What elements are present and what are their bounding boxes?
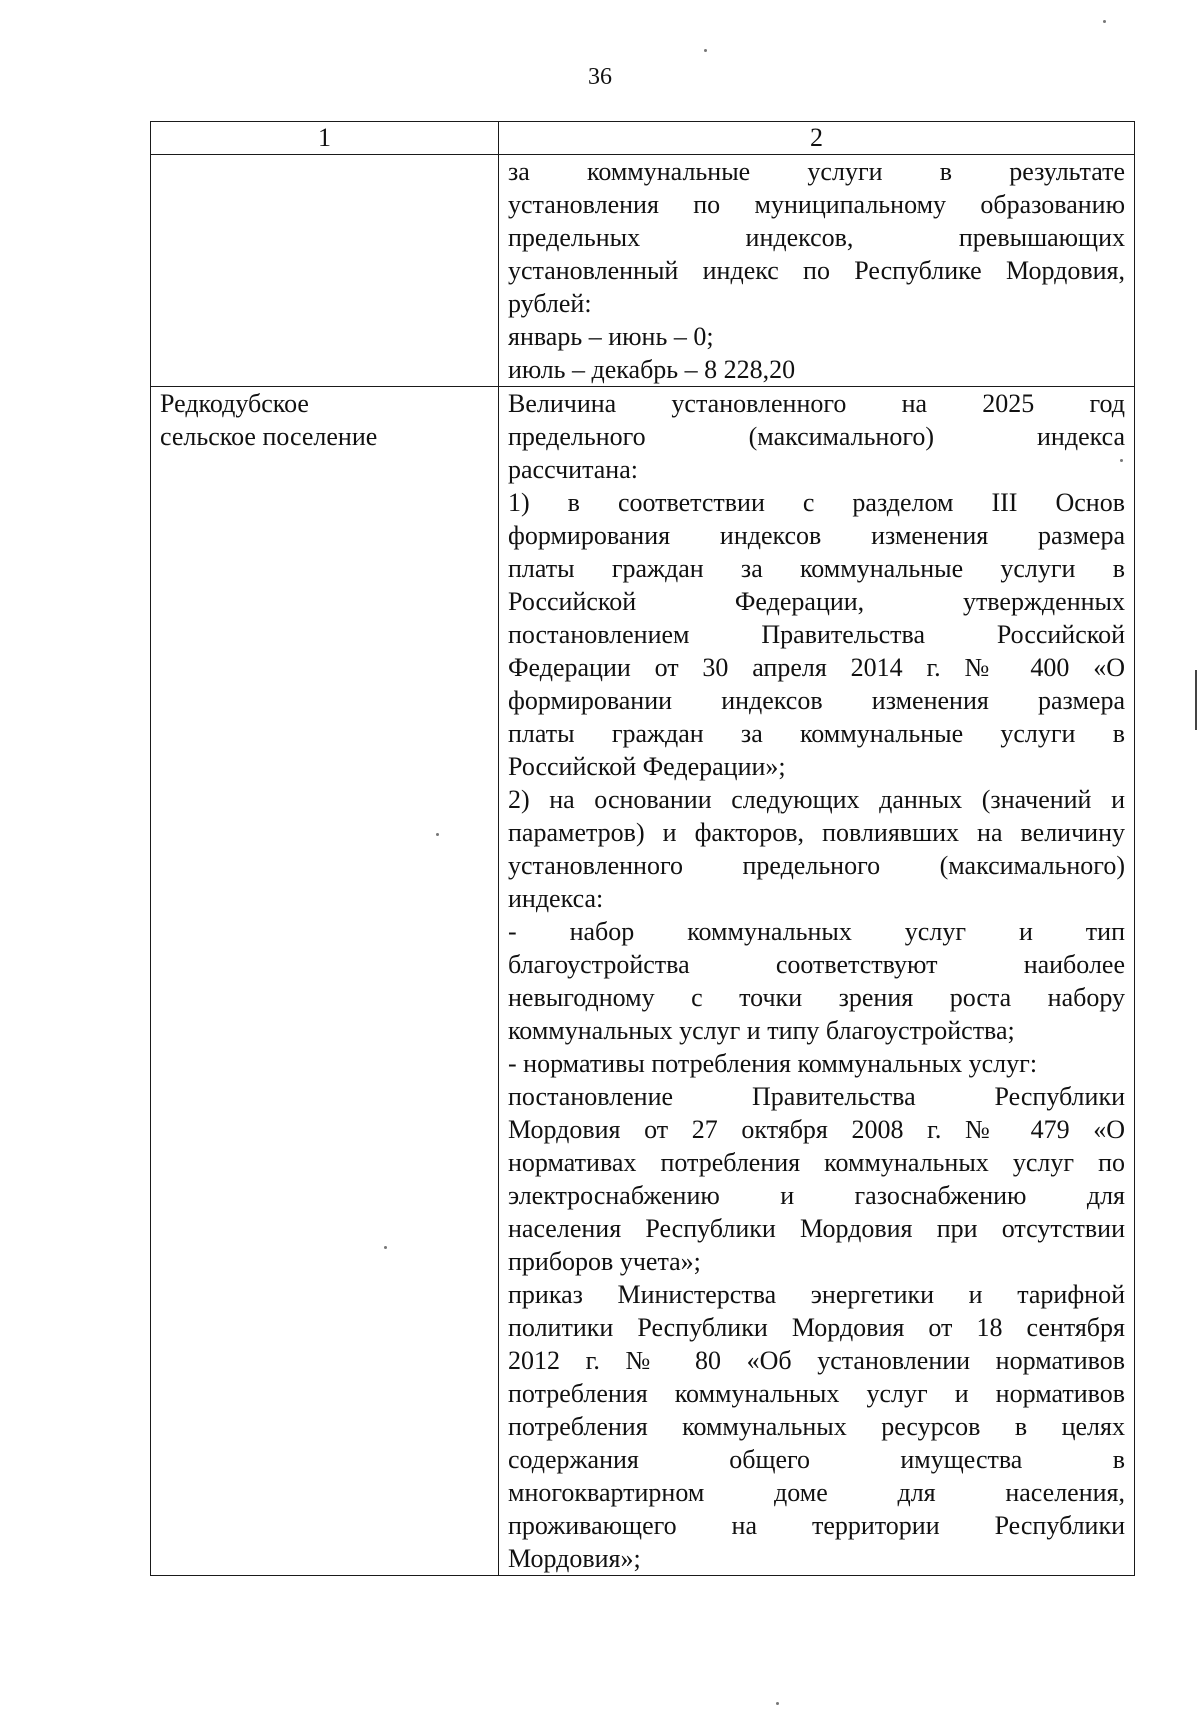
text-line: многоквартирном доме для населения,	[508, 1478, 1125, 1507]
text-line: потребления коммунальных услуг и нормативов	[508, 1379, 1125, 1408]
text-line: сельское поселение	[160, 422, 378, 451]
document-table	[150, 121, 1135, 1576]
text-line: невыгодному с точки зрения роста набору	[508, 983, 1125, 1012]
scan-speck	[1103, 20, 1106, 23]
text-line: - нормативы потребления коммунальных услуг:	[508, 1049, 1038, 1078]
table-cell-municipality	[151, 387, 499, 1576]
page-number: 36	[588, 64, 612, 90]
scan-edge-mark	[1195, 670, 1197, 730]
text-line: формировании индексов изменения размера	[508, 686, 1125, 715]
column-header: 2	[499, 122, 1135, 155]
text-line: Мордовия»;	[508, 1544, 641, 1573]
text-line: благоустройства соответствуют наиболее	[508, 950, 1125, 979]
text-line: 2) на основании следующих данных (значений и	[508, 785, 1125, 814]
table-header-row	[151, 122, 1135, 155]
scan-speck	[436, 833, 439, 836]
text-line: установленного предельного (максимального)	[508, 851, 1125, 880]
text-line: предельных индексов, превышающих	[508, 223, 1125, 252]
text-line: содержания общего имущества в	[508, 1445, 1125, 1474]
text-line: коммунальных услуг и типу благоустройства;	[508, 1016, 1015, 1045]
text-line: приказ Министерства энергетики и тарифной	[508, 1280, 1125, 1309]
text-line: постановление Правительства Республики	[508, 1082, 1125, 1111]
column-header: 1	[151, 122, 499, 155]
text-line: 2012 г. № 80 «Об установлении нормативов	[508, 1346, 1125, 1375]
table-row	[151, 387, 1135, 1576]
text-line: июль – декабрь – 8 228,20	[508, 355, 796, 384]
text-line: приборов учета»;	[508, 1247, 701, 1276]
text-line: электроснабжению и газоснабжению для	[508, 1181, 1125, 1210]
text-line: Мордовия от 27 октября 2008 г. № 479 «О	[508, 1115, 1125, 1144]
text-line: установленный индекс по Республике Мордовия,	[508, 256, 1125, 285]
text-line: потребления коммунальных ресурсов в целях	[508, 1412, 1125, 1441]
table-row	[151, 155, 1135, 387]
scan-speck	[1120, 459, 1123, 462]
text-line: Величина установленного на 2025 год	[508, 389, 1125, 418]
text-line: Федерации от 30 апреля 2014 г. № 400 «О	[508, 653, 1125, 682]
text-line: за коммунальные услуги в результате	[508, 157, 1125, 186]
table-cell-description	[499, 387, 1135, 1576]
text-line: политики Республики Мордовия от 18 сентября	[508, 1313, 1125, 1342]
text-line: рублей:	[508, 289, 592, 318]
table-cell-municipality	[151, 155, 499, 387]
text-line: платы граждан за коммунальные услуги в	[508, 719, 1125, 748]
table-cell-description	[499, 155, 1135, 387]
scan-speck	[384, 1246, 387, 1249]
text-line: параметров) и факторов, повлиявших на величину	[508, 818, 1125, 847]
text-line: - набор коммунальных услуг и тип	[508, 917, 1125, 946]
text-line: январь – июнь – 0;	[508, 322, 714, 351]
scan-speck	[776, 1702, 779, 1705]
text-line: индекса:	[508, 884, 604, 913]
text-line: Российской Федерации»;	[508, 752, 786, 781]
text-line: постановлением Правительства Российской	[508, 620, 1125, 649]
text-line: Российской Федерации, утвержденных	[508, 587, 1125, 616]
text-line: предельного (максимального) индекса	[508, 422, 1125, 451]
text-line: установления по муниципальному образованию	[508, 190, 1125, 219]
text-line: 1) в соответствии с разделом III Основ	[508, 488, 1125, 517]
text-line: проживающего на территории Республики	[508, 1511, 1125, 1540]
text-line: Редкодубское	[160, 389, 309, 418]
text-line: формирования индексов изменения размера	[508, 521, 1125, 550]
text-line: нормативах потребления коммунальных услуг по	[508, 1148, 1125, 1177]
text-line: платы граждан за коммунальные услуги в	[508, 554, 1125, 583]
text-line: рассчитана:	[508, 455, 638, 484]
text-line: населения Республики Мордовия при отсутствии	[508, 1214, 1125, 1243]
scan-speck	[704, 49, 707, 52]
